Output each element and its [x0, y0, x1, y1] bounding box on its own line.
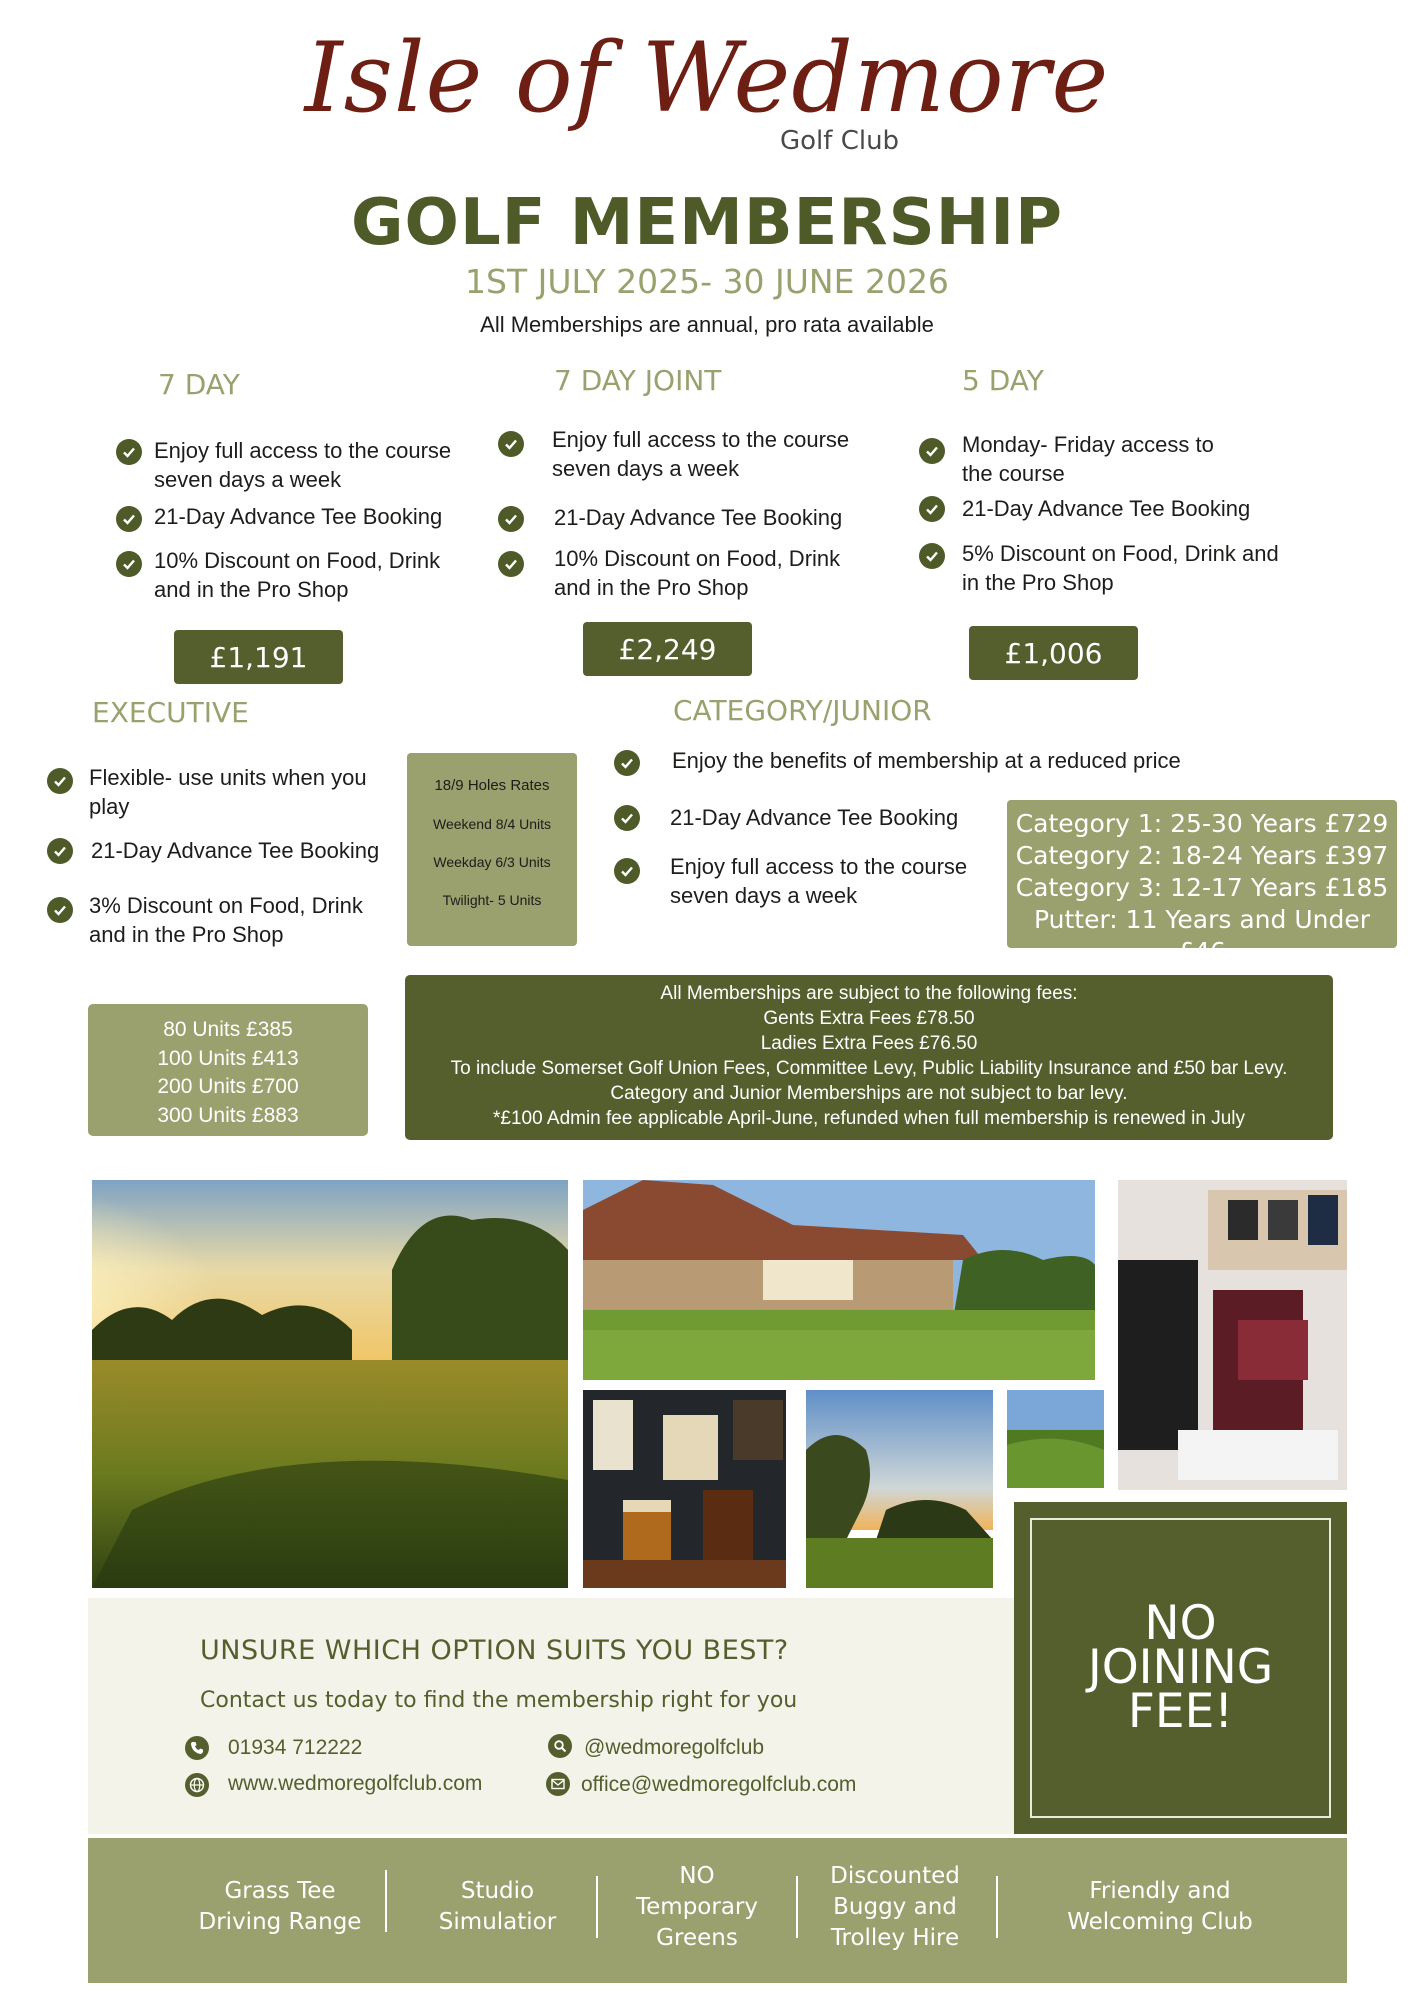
contact-phone[interactable]: 01934 712222 — [228, 1736, 363, 1759]
check-icon — [919, 496, 945, 522]
no-fee-line: JOINING — [1087, 1640, 1274, 1695]
executive-feature: 21-Day Advance Tee Booking — [91, 838, 380, 863]
category-price: Category 1: 25-30 Years £729 — [1015, 809, 1389, 838]
contact-website[interactable]: www.wedmoregolfclub.com — [228, 1772, 483, 1795]
amenity-divider — [385, 1870, 387, 1932]
category-feature: Enjoy the benefits of membership at a reduced price — [672, 748, 1181, 773]
executive-feature: Flexible- use units when you play — [89, 765, 367, 819]
plan-5day-feature: 21-Day Advance Tee Booking — [962, 496, 1251, 521]
bar-beer-photo — [583, 1390, 786, 1588]
contact-social[interactable]: @wedmoregolfclub — [584, 1736, 765, 1759]
contact-panel — [88, 1598, 1014, 1834]
check-icon — [498, 506, 524, 532]
tree-sunset-photo — [806, 1390, 993, 1588]
category-price: Putter: 11 Years and Under £46 — [1034, 905, 1370, 966]
contact-email[interactable]: office@wedmoregolfclub.com — [581, 1773, 857, 1796]
rates-item: Weekend 8/4 Units — [432, 816, 552, 832]
plan-7day-feature: Enjoy full access to the course seven days a week — [154, 438, 452, 492]
no-joining-fee-panel — [1014, 1502, 1347, 1834]
rates-item: Weekday 6/3 Units — [433, 854, 551, 870]
contact-heading: UNSURE WHICH OPTION SUITS YOU BEST? — [200, 1635, 789, 1666]
check-icon — [614, 858, 640, 884]
club-logo-wordmark: Isle of Wedmore — [304, 22, 1110, 134]
rates-heading: 18/9 Holes Rates — [434, 777, 550, 794]
club-logo-subtitle: Golf Club — [780, 126, 900, 156]
check-icon — [116, 551, 142, 577]
plan-7day-feature: 21-Day Advance Tee Booking — [154, 504, 443, 529]
plan-7dayjoint-feature: Enjoy full access to the course seven days a week — [552, 427, 850, 481]
check-icon — [116, 439, 142, 465]
plan-7day-title: 7 DAY — [158, 368, 240, 401]
phone-icon — [185, 1736, 209, 1760]
executive-title: EXECUTIVE — [92, 696, 249, 729]
check-icon — [116, 506, 142, 532]
fees-line: Ladies Extra Fees £76.50 — [760, 1033, 978, 1054]
search-icon — [548, 1734, 572, 1758]
check-icon — [47, 768, 73, 794]
fees-line: Category and Junior Memberships are not subject to bar levy. — [610, 1083, 1128, 1104]
amenity-divider — [596, 1876, 598, 1938]
category-title: CATEGORY/JUNIOR — [673, 694, 932, 727]
fees-line: All Memberships are subject to the following fees: — [660, 983, 1078, 1004]
plan-7dayjoint-price: £2,249 — [583, 622, 752, 676]
plan-7day-feature: 10% Discount on Food, Drink and in the Pro Shop — [154, 548, 441, 602]
fees-box — [405, 975, 1333, 1140]
no-fee-line: FEE! — [1127, 1684, 1234, 1739]
category-price: Category 3: 12-17 Years £185 — [1015, 873, 1389, 902]
check-icon — [498, 551, 524, 577]
amenity-simulator: Studio Simulatior — [438, 1878, 557, 1935]
category-prices-box — [1007, 800, 1397, 966]
plan-5day-feature: Monday- Friday access to the course — [962, 432, 1214, 486]
contact-subheading: Contact us today to find the membership right for you — [200, 1688, 798, 1713]
executive-units-box — [88, 1004, 368, 1136]
executive-feature: 3% Discount on Food, Drink and in the Pro Shop — [89, 893, 363, 947]
globe-icon — [185, 1773, 209, 1797]
category-feature: Enjoy full access to the course seven days a week — [670, 854, 968, 908]
check-icon — [498, 431, 524, 457]
mail-icon — [546, 1772, 570, 1796]
units-price: 200 Units £700 — [157, 1075, 299, 1098]
check-icon — [47, 897, 73, 923]
check-icon — [47, 838, 73, 864]
membership-note: All Memberships are annual, pro rata available — [480, 312, 934, 337]
plan-7dayjoint-title: 7 DAY JOINT — [554, 364, 722, 397]
fees-line: To include Somerset Golf Union Fees, Committee Levy, Public Liability Insurance and £50 bar Levy. — [450, 1058, 1288, 1079]
amenity-driving-range: Grass Tee Driving Range — [198, 1878, 362, 1935]
units-price: 100 Units £413 — [157, 1046, 299, 1070]
countryside-view-photo — [1007, 1390, 1104, 1488]
plan-7dayjoint-feature: 21-Day Advance Tee Booking — [554, 505, 843, 530]
fees-line: Gents Extra Fees £78.50 — [763, 1008, 975, 1029]
amenity-divider — [996, 1876, 998, 1938]
category-price: Category 2: 18-24 Years £397 — [1015, 841, 1389, 870]
page-title: GOLF MEMBERSHIP — [351, 186, 1063, 260]
check-icon — [919, 438, 945, 464]
clubhouse-photo — [583, 1180, 1095, 1380]
plan-5day-title: 5 DAY — [962, 364, 1044, 397]
no-fee-line: NO — [1144, 1596, 1217, 1651]
plan-5day-price: £1,006 — [969, 626, 1138, 680]
check-icon — [614, 750, 640, 776]
no-joining-fee-frame — [1030, 1518, 1331, 1818]
amenity-friendly-club: Friendly and Welcoming Club — [1067, 1878, 1253, 1935]
rates-item: Twilight- 5 Units — [442, 892, 542, 908]
amenity-divider — [796, 1876, 798, 1938]
plan-7dayjoint-feature: 10% Discount on Food, Drink and in the Pro Shop — [554, 546, 841, 600]
executive-rates-box — [407, 753, 577, 946]
check-icon — [614, 805, 640, 831]
plan-5day-feature: 5% Discount on Food, Drink and in the Pro Shop — [962, 541, 1279, 595]
units-price: 80 Units £385 — [163, 1018, 293, 1041]
membership-dates: 1ST JULY 2025- 30 JUNE 2026 — [465, 262, 949, 301]
check-icon — [919, 543, 945, 569]
pro-shop-photo — [1118, 1180, 1347, 1490]
amenity-buggy-hire: Discounted Buggy and Trolley Hire — [830, 1862, 960, 1951]
fees-line: *£100 Admin fee applicable April-June, refunded when full membership is renewed in July — [493, 1108, 1245, 1129]
amenity-no-temp-greens: NO Temporary Greens — [636, 1862, 758, 1951]
sunset-course-photo — [92, 1180, 568, 1588]
units-price: 300 Units £883 — [157, 1103, 299, 1127]
category-feature: 21-Day Advance Tee Booking — [670, 805, 959, 830]
plan-7day-price: £1,191 — [174, 630, 343, 684]
